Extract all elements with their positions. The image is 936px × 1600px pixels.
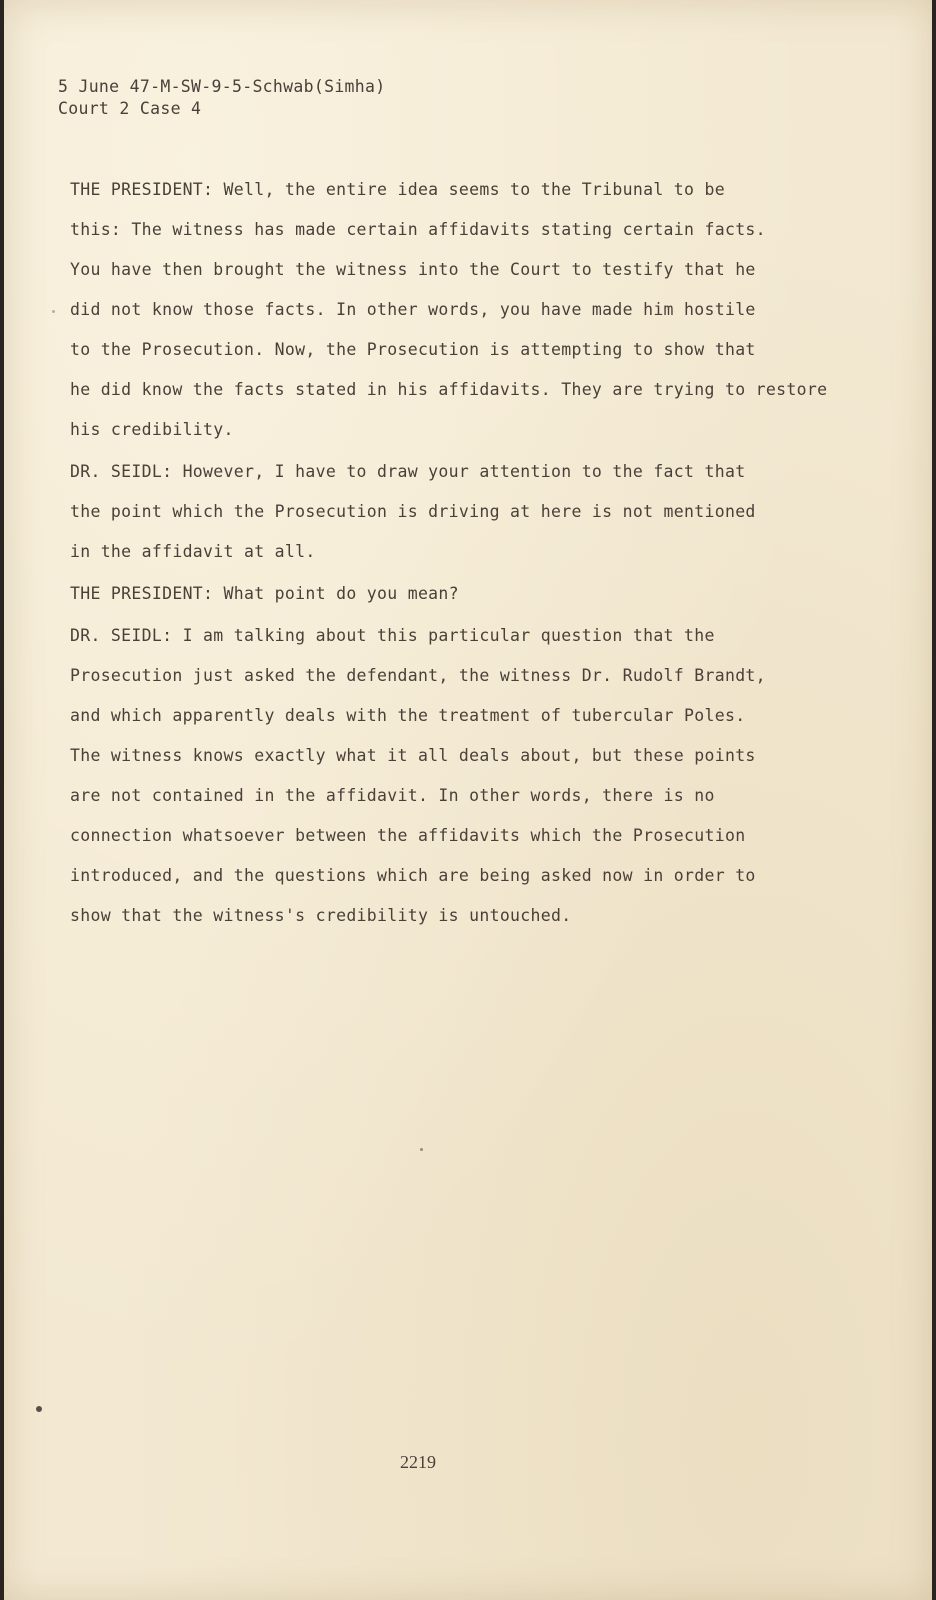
paragraph-1-line-7: his credibility. [70, 420, 234, 439]
page-number: 2219 [400, 1452, 436, 1472]
paragraph-1-line-3: You have then brought the witness into the Court to testify that he [70, 260, 756, 279]
paragraph-4-line-8: show that the witness's credibility is untouched. [70, 906, 572, 925]
scan-speck [36, 1406, 42, 1412]
paragraph-4-line-7: introduced, and the questions which are being asked now in order to [70, 866, 756, 885]
paragraph-4-line-6: connection whatsoever between the affidavits which the Prosecution [70, 826, 746, 845]
header-reference: 5 June 47-M-SW-9-5-Schwab(Simha) [58, 77, 386, 96]
paragraph-1-line-5: to the Prosecution. Now, the Prosecution is attempting to show that [70, 340, 756, 359]
paragraph-3-line-1: THE PRESIDENT: What point do you mean? [70, 584, 459, 603]
paragraph-1-line-2: this: The witness has made certain affidavits stating certain facts. [70, 220, 766, 239]
paragraph-4-line-2: Prosecution just asked the defendant, the witness Dr. Rudolf Brandt, [70, 666, 766, 685]
paragraph-4-line-5: are not contained in the affidavit. In other words, there is no [70, 786, 715, 805]
scan-speck [52, 310, 55, 313]
paragraph-4-line-1: DR. SEIDL: I am talking about this particular question that the [70, 626, 715, 645]
document-header [58, 76, 385, 120]
header-court-case: Court 2 Case 4 [58, 99, 202, 118]
paragraph-1-line-1: THE PRESIDENT: Well, the entire idea seems to the Tribunal to be [70, 180, 725, 199]
paragraph-2-line-2: the point which the Prosecution is driving at here is not mentioned [70, 502, 756, 521]
paragraph-1-line-6: he did know the facts stated in his affidavits. They are trying to restore [70, 380, 828, 399]
scan-speck [420, 1148, 423, 1151]
paragraph-2-line-1: DR. SEIDL: However, I have to draw your attention to the fact that [70, 462, 746, 481]
paragraph-2-line-3: in the affidavit at all. [70, 542, 316, 561]
document-page [4, 0, 932, 1600]
paragraph-1-line-4: did not know those facts. In other words, you have made him hostile [70, 300, 756, 319]
paragraph-4-line-3: and which apparently deals with the treatment of tubercular Poles. [70, 706, 746, 725]
paragraph-4-line-4: The witness knows exactly what it all deals about, but these points [70, 746, 756, 765]
